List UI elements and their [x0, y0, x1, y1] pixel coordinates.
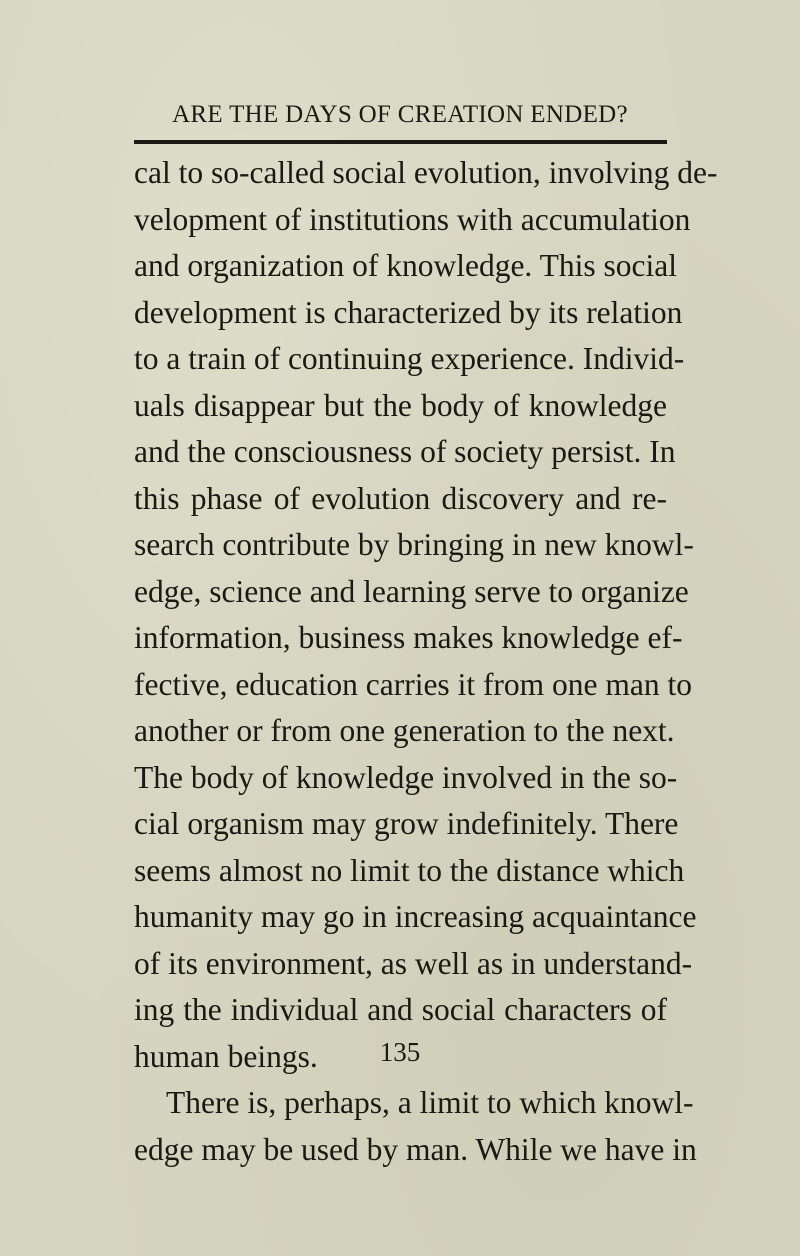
- text-line: information, business makes knowledge ef-: [134, 620, 683, 655]
- text-line: this phase of evolution discovery and re-: [134, 480, 667, 516]
- page-number: 135: [379, 1037, 421, 1067]
- text-line: The body of knowledge involved in the so-: [134, 759, 678, 795]
- paragraph-start-line: There is, perhaps, a limit to which knowl-: [166, 1085, 694, 1120]
- text-line: cial organism may grow indefinitely. There: [134, 806, 679, 841]
- text-line: development is characterized by its relation: [134, 294, 683, 330]
- text-line: ing the individual and social characters of: [134, 992, 667, 1027]
- text-line: uals disappear but the body of knowledge: [134, 387, 667, 423]
- text-line: to a train of continuing experience. Individ-: [134, 341, 685, 376]
- text-line: and organization of knowledge. This social: [134, 248, 677, 283]
- text-line: seems almost no limit to the distance which: [134, 852, 685, 888]
- text-line: another or from one generation to the next.: [134, 713, 675, 748]
- header-rule: [134, 140, 667, 144]
- text-line: edge may be used by man. While we have in: [134, 1131, 697, 1167]
- text-line: edge, science and learning serve to organize: [134, 573, 689, 609]
- text-line: search contribute by bringing in new knowl-: [134, 527, 694, 562]
- text-line: velopment of institutions with accumulation: [134, 201, 691, 237]
- paragraph-end-line: human beings.: [134, 1038, 318, 1074]
- running-head: ARE THE DAYS OF CREATION ENDED?: [172, 101, 628, 128]
- text-line: fective, education carries it from one man to: [134, 666, 693, 702]
- text-line: humanity may go in increasing acquaintance: [134, 899, 697, 934]
- body-text: [134, 150, 718, 1173]
- text-line: of its environment, as well as in understand-: [134, 945, 693, 981]
- text-line: cal to so-called social evolution, involving de-: [134, 155, 718, 190]
- text-line: and the consciousness of society persist. In: [134, 434, 676, 469]
